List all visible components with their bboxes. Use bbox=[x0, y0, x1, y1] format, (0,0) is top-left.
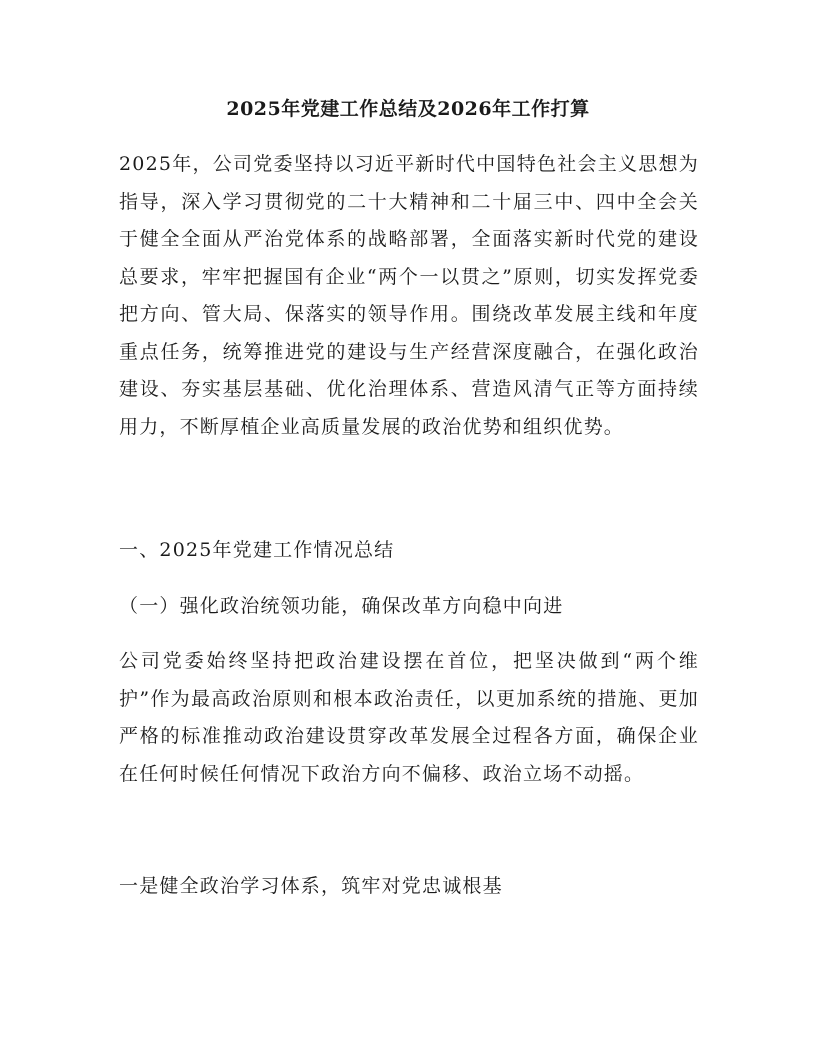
intro-paragraph: 2025年，公司党委坚持以习近平新时代中国特色社会主义思想为指导，深入学习贯彻党的二十大精神和二十届三中、四中全会关于健全全面从严治党体系的战略部署，全面落实新时代党的建设总要求，牢牢把握国有企业“两个一以贯之”原则，切实发挥党委把方向、管大局、保落实的领导作用。围绕改革发展主线和年度重点任务，统筹推进党的建设与生产经营深度融合，在强化政治建设、夯实基层基础、优化治理体系、营造风清气正等方面持续用力，不断厚植企业高质量发展的政治优势和组织优势。 bbox=[119, 153, 699, 438]
document-title: 2025年党建工作总结及2026年工作打算 bbox=[226, 98, 590, 120]
subsection-paragraph: 公司党委始终坚持把政治建设摆在首位，把坚决做到“两个维护”作为最高政治原则和根本政治责任，以更加系统的措施、更加严格的标准推动政治建设贯穿改革发展全过程各方面，确保企业在任何时候任何情况下政治方向不偏移、政治立场不动摇。 bbox=[119, 650, 699, 785]
section-heading: 一、2025年党建工作情况总结 bbox=[119, 539, 395, 561]
subsection-heading: （一）强化政治统领功能，确保改革方向稳中向进 bbox=[119, 595, 564, 617]
point-heading: 一是健全政治学习体系，筑牢对党忠诚根基 bbox=[119, 875, 503, 897]
